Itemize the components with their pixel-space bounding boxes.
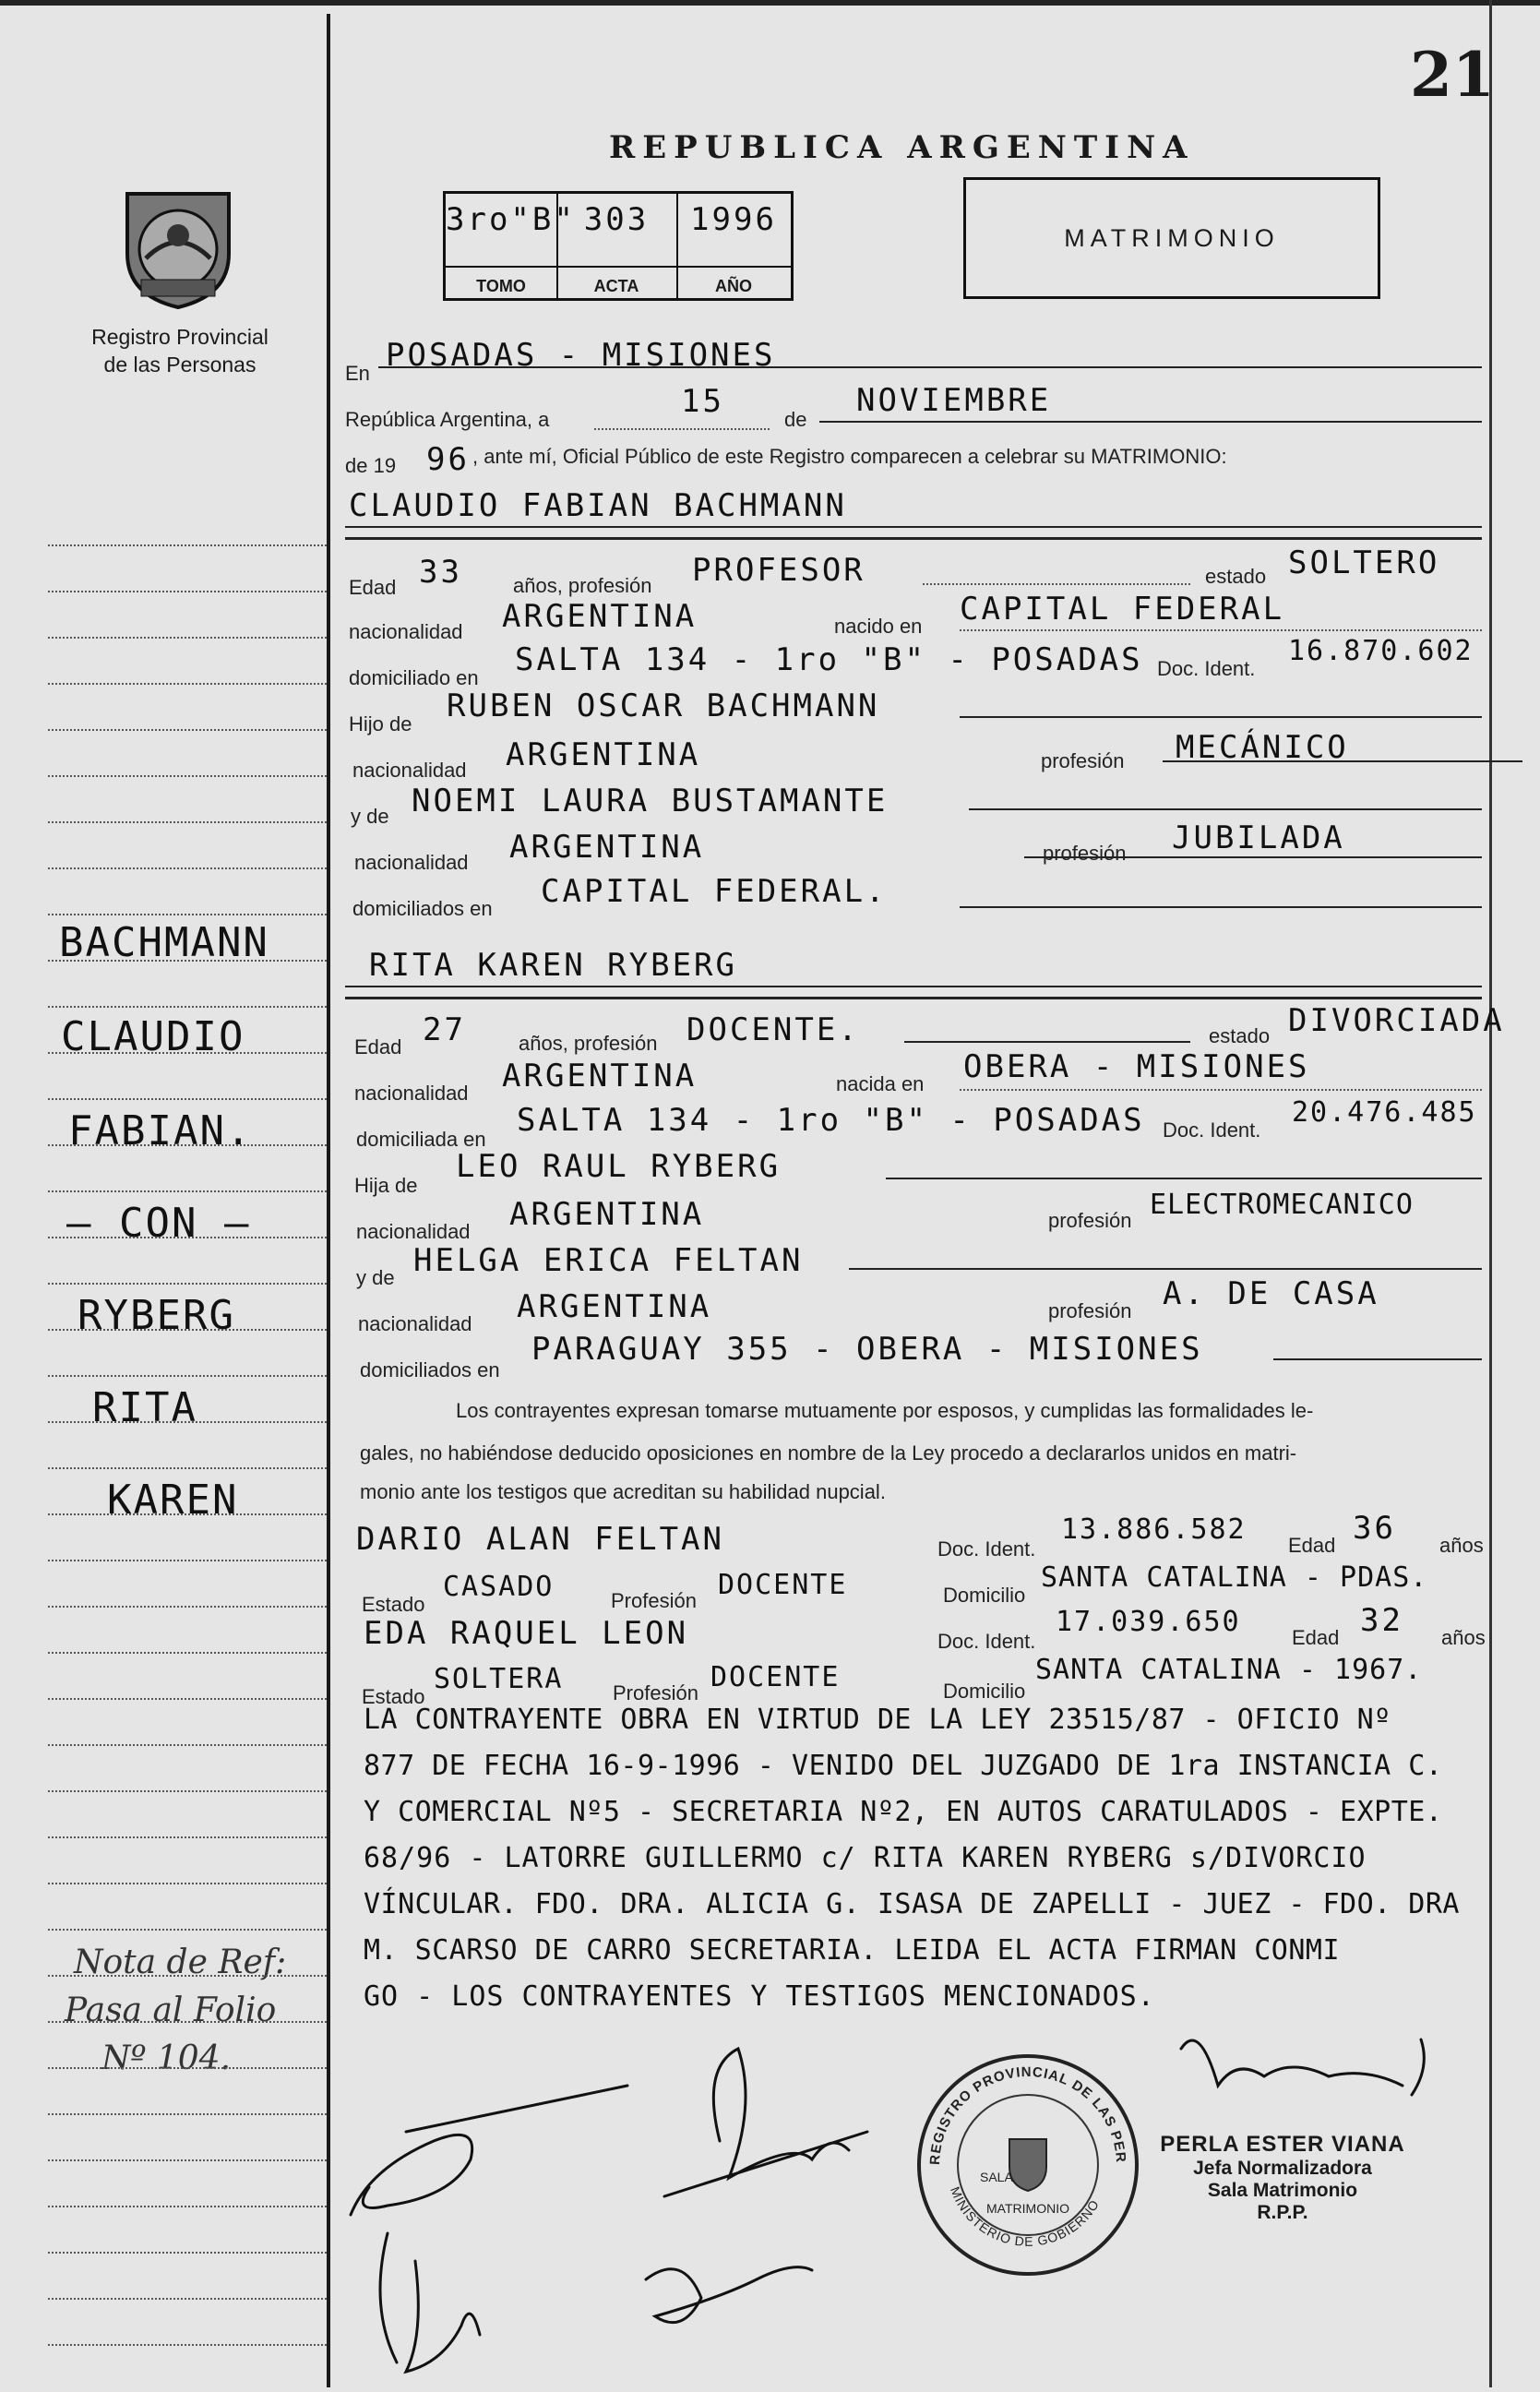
dots xyxy=(960,1089,1482,1091)
margin-ruled-line xyxy=(48,2159,327,2161)
label: profesión xyxy=(1048,1299,1132,1322)
act-type-box xyxy=(963,177,1380,299)
month: NOVIEMBRE xyxy=(856,382,1052,419)
label: años, profesión xyxy=(513,574,652,597)
witness-1-name: DARIO ALAN FELTAN xyxy=(356,1521,724,1558)
bride-estado: DIVORCIADA xyxy=(1288,1002,1505,1039)
note-line: 877 DE FECHA 16-9-1996 - VENIDO DEL JUZGADO DE 1ra INSTANCIA C. xyxy=(364,1750,1443,1782)
margin-ruled-line xyxy=(48,683,327,685)
margin-ruled-line xyxy=(48,1560,327,1561)
label: años xyxy=(1441,1626,1486,1649)
bride-father: LEO RAUL RYBERG xyxy=(456,1148,782,1185)
label: Domicilio xyxy=(943,1680,1026,1703)
place: POSADAS - MISIONES xyxy=(386,337,776,374)
note-line: LA CONTRAYENTE OBRA EN VIRTUD DE LA LEY 23515/87 - OFICIO Nº xyxy=(364,1704,1391,1736)
margin-ruled-line xyxy=(48,1836,327,1838)
margin-ruled-line xyxy=(48,1652,327,1654)
registry-line-2: de las Personas xyxy=(103,353,257,377)
margin-ruled-line xyxy=(48,1421,327,1423)
line xyxy=(904,1041,1190,1043)
label: profesión xyxy=(1043,842,1127,865)
margin-note-line: KAREN xyxy=(107,1477,239,1524)
label: Hija de xyxy=(354,1174,418,1197)
reference-box xyxy=(443,191,794,301)
tomo-label: TOMO xyxy=(476,277,526,295)
label: domiciliados en xyxy=(360,1358,500,1381)
year: 96 xyxy=(426,441,470,478)
registry-line-1: Registro Provincial xyxy=(91,325,269,349)
label: Doc. Ident. xyxy=(937,1537,1036,1561)
tomo-value: 3ro"B" xyxy=(446,201,576,238)
label: profesión xyxy=(1048,1209,1132,1232)
margin-note-line: FABIAN. xyxy=(68,1107,253,1154)
bride-name: RITA KAREN RYBERG xyxy=(369,947,737,984)
republica-label: República Argentina, a xyxy=(345,408,550,431)
line xyxy=(819,421,1482,423)
line xyxy=(886,1178,1482,1179)
label: profesión xyxy=(1041,749,1125,772)
witness-2-estado: SOLTERA xyxy=(434,1663,564,1695)
bride-father-nationality: ARGENTINA xyxy=(509,1196,705,1233)
label: nacionalidad xyxy=(354,1082,469,1105)
margin-ruled-line xyxy=(48,1052,327,1054)
label: domiciliados en xyxy=(352,897,493,920)
witness-1-age: 36 xyxy=(1353,1510,1396,1547)
margin-ruled-line xyxy=(48,1790,327,1792)
act-type: MATRIMONIO xyxy=(1064,223,1280,252)
groom-estado: SOLTERO xyxy=(1288,544,1440,581)
acta-value: 303 xyxy=(583,201,650,238)
label: Estado xyxy=(362,1685,425,1708)
line xyxy=(1273,1358,1482,1360)
witness-1-profession: DOCENTE xyxy=(718,1569,848,1601)
line xyxy=(960,716,1482,718)
groom-mother: NOEMI LAURA BUSTAMANTE xyxy=(412,783,889,819)
witness-1-doc: 13.886.582 xyxy=(1061,1513,1247,1546)
label: nacionalidad xyxy=(349,620,463,643)
note-line: 68/96 - LATORRE GUILLERMO c/ RITA KAREN RYBERG s/DIVORCIO xyxy=(364,1842,1367,1874)
bride-birthplace: OBERA - MISIONES xyxy=(963,1048,1310,1085)
ano-label: AÑO xyxy=(715,277,752,295)
groom-age: 33 xyxy=(419,554,462,591)
intro-sentence: , ante mí, Oficial Público de este Registro comparecen a celebrar su MATRIMONIO: xyxy=(472,445,1227,468)
margin-ruled-line xyxy=(48,1975,327,1977)
groom-father-nationality: ARGENTINA xyxy=(506,736,701,773)
dots xyxy=(923,583,1190,585)
year-label: de 19 xyxy=(345,454,397,477)
label: Edad xyxy=(349,576,397,599)
bride-parents-domicile: PARAGUAY 355 - OBERA - MISIONES xyxy=(531,1331,1203,1368)
label: estado xyxy=(1209,1024,1271,1047)
margin-ruled-line xyxy=(48,591,327,592)
groom-doc: 16.870.602 xyxy=(1288,635,1474,667)
label: Profesión xyxy=(611,1589,697,1612)
label: años xyxy=(1439,1534,1484,1557)
line xyxy=(849,1268,1482,1270)
margin-ruled-line xyxy=(48,1698,327,1700)
line xyxy=(345,986,1482,987)
bride-age: 27 xyxy=(423,1011,466,1048)
margin-ruled-line xyxy=(48,1283,327,1285)
ano-value: 1996 xyxy=(690,201,777,238)
margin-ruled-line xyxy=(48,1237,327,1238)
ref-note-line: Nota de Ref: xyxy=(74,1944,287,1981)
groom-mother-profession: JUBILADA xyxy=(1172,819,1345,856)
bride-domicile: SALTA 134 - 1ro "B" - POSADAS xyxy=(517,1102,1145,1139)
witness-1-domicile: SANTA CATALINA - PDAS. xyxy=(1041,1561,1428,1594)
bride-mother-profession: A. DE CASA xyxy=(1163,1275,1379,1312)
bride-mother-nationality: ARGENTINA xyxy=(517,1288,712,1325)
stamp-inner-text: MATRIMONIO xyxy=(986,2201,1069,2216)
stamp-left-text: SALA xyxy=(980,2170,1013,2184)
note-line: M. SCARSO DE CARRO SECRETARIA. LEIDA EL ACTA FIRMAN CONMI xyxy=(364,1934,1341,1967)
groom-parents-domicile: CAPITAL FEDERAL. xyxy=(541,873,888,910)
line xyxy=(1024,856,1482,858)
de-label: de xyxy=(784,408,807,431)
margin-ruled-line xyxy=(48,2067,327,2069)
margin-ruled-line xyxy=(48,729,327,731)
margin-ruled-line xyxy=(48,2113,327,2115)
tomo-cell xyxy=(446,194,576,298)
declaration-line-3: monio ante los testigos que acreditan su habilidad nupcial. xyxy=(360,1480,886,1503)
signature-groom xyxy=(351,2086,627,2215)
margin-ruled-line xyxy=(48,960,327,962)
stamp-ring-text: REGISTRO PROVINCIAL DE LAS PER xyxy=(926,2063,1129,2166)
label: Doc. Ident. xyxy=(1163,1118,1261,1142)
official-title: R.P.P. xyxy=(1257,2202,1308,2223)
signature-witness-1 xyxy=(664,2049,867,2196)
dots xyxy=(594,428,770,430)
page-title: REPUBLICA ARGENTINA xyxy=(609,129,1195,166)
label: y de xyxy=(356,1266,395,1289)
note-line: Y COMERCIAL Nº5 - SECRETARIA Nº2, EN AUTOS CARATULADOS - EXPTE. xyxy=(364,1796,1443,1828)
top-border xyxy=(0,0,1540,6)
label: Doc. Ident. xyxy=(1157,657,1256,680)
registry-name xyxy=(18,323,341,378)
official-name: PERLA ESTER VIANA xyxy=(1160,2132,1405,2157)
official-title: Jefa Normalizadora xyxy=(1193,2158,1372,2179)
witness-1-estado: CASADO xyxy=(443,1571,555,1603)
line xyxy=(378,366,1482,368)
margin-ruled-line xyxy=(48,637,327,639)
witness-2-profession: DOCENTE xyxy=(710,1661,841,1693)
margin-note-line: RITA xyxy=(92,1384,197,1431)
stamp-bottom-text: MINISTERIO DE GOBIERNO xyxy=(947,2184,1103,2249)
margin-note-line: CLAUDIO xyxy=(61,1013,245,1060)
line xyxy=(960,906,1482,908)
right-rule xyxy=(1489,0,1492,2387)
label: estado xyxy=(1205,565,1267,588)
day: 15 xyxy=(681,383,724,420)
margin-ruled-line xyxy=(48,914,327,915)
bride-nationality: ARGENTINA xyxy=(502,1058,698,1094)
signature-witness-2 xyxy=(646,2267,812,2323)
witness-2-doc: 17.039.650 xyxy=(1056,1606,1241,1638)
margin-ruled-line xyxy=(48,1190,327,1192)
margin-ruled-line xyxy=(48,2206,327,2207)
note-line: GO - LOS CONTRAYENTES Y TESTIGOS MENCIONADOS. xyxy=(364,1980,1155,2013)
line xyxy=(1163,760,1522,762)
label: Hijo de xyxy=(349,712,412,736)
label: domiciliado en xyxy=(349,666,479,689)
margin-note-line: BACHMANN xyxy=(59,919,269,966)
bride-doc: 20.476.485 xyxy=(1292,1096,1477,1129)
label: nacionalidad xyxy=(356,1220,471,1243)
line xyxy=(345,526,1482,528)
section-divider xyxy=(345,997,1482,999)
groom-profession: PROFESOR xyxy=(692,552,866,589)
margin-ruled-line xyxy=(48,1883,327,1884)
margin-ruled-line xyxy=(48,2298,327,2300)
label: nacionalidad xyxy=(354,851,469,874)
groom-mother-nationality: ARGENTINA xyxy=(509,829,705,866)
acta-cell xyxy=(556,194,678,298)
groom-birthplace: CAPITAL FEDERAL xyxy=(960,591,1285,628)
official-block xyxy=(1144,2132,1421,2224)
margin-ruled-line xyxy=(48,2021,327,2023)
declaration-line-2: gales, no habiéndose deducido oposiciones en nombre de la Ley procedo a declararlos unidos en matri- xyxy=(360,1441,1297,1465)
label: Doc. Ident. xyxy=(937,1630,1036,1653)
signature-bride xyxy=(380,2233,480,2372)
label: Domicilio xyxy=(943,1584,1026,1607)
acta-label: ACTA xyxy=(593,277,639,295)
margin-ruled-line xyxy=(48,1329,327,1331)
margin-note-line: — CON — xyxy=(66,1200,251,1247)
declaration-line-1: Los contrayentes expresan tomarse mutuamente por esposos, y cumplidas las formalidades le- xyxy=(456,1399,1314,1422)
section-divider xyxy=(345,537,1482,540)
bride-mother: HELGA ERICA FELTAN xyxy=(413,1242,804,1279)
margin-ruled-line xyxy=(48,1006,327,1008)
margin-ruled-line xyxy=(48,821,327,823)
label: Edad xyxy=(1292,1626,1340,1649)
groom-nationality: ARGENTINA xyxy=(502,598,698,635)
bride-father-profession: ELECTROMECANICO xyxy=(1150,1189,1414,1221)
witness-2-age: 32 xyxy=(1360,1602,1403,1639)
bride-profession: DOCENTE. xyxy=(686,1011,860,1048)
margin-ruled-line xyxy=(48,1098,327,1100)
groom-father: RUBEN OSCAR BACHMANN xyxy=(447,688,880,724)
ref-note-line: Nº 104. xyxy=(101,2039,232,2077)
margin-ruled-line xyxy=(48,867,327,869)
margin-ruled-line xyxy=(48,544,327,546)
crest-emblem xyxy=(118,180,238,309)
groom-father-profession: MECÁNICO xyxy=(1176,729,1349,766)
margin-note-line: RYBERG xyxy=(78,1292,235,1339)
note-line: VÍNCULAR. FDO. DRA. ALICIA G. ISASA DE ZAPELLI - JUEZ - FDO. DRA xyxy=(364,1888,1460,1920)
margin-ruled-line xyxy=(48,1929,327,1931)
margin-ruled-line xyxy=(48,1144,327,1146)
label: Edad xyxy=(1288,1534,1336,1557)
page-number: 21 xyxy=(1410,39,1495,111)
label: nacionalidad xyxy=(352,759,467,782)
official-title: Sala Matrimonio xyxy=(1207,2180,1358,2201)
ref-note-line: Pasa al Folio xyxy=(65,1991,277,2029)
margin-ruled-line xyxy=(48,1513,327,1515)
margin-ruled-line xyxy=(48,2344,327,2346)
label: y de xyxy=(351,805,389,828)
margin-ruled-line xyxy=(48,1606,327,1608)
signature-official xyxy=(1181,2039,1424,2095)
margin-ruled-line xyxy=(48,2252,327,2254)
ano-cell xyxy=(676,194,791,298)
label: domiciliada en xyxy=(356,1128,486,1151)
margin-ruled-line xyxy=(48,1467,327,1469)
witness-2-name: EDA RAQUEL LEON xyxy=(364,1615,689,1652)
label: Profesión xyxy=(613,1681,698,1704)
line xyxy=(969,808,1482,810)
margin-ruled-line xyxy=(48,775,327,777)
dots xyxy=(960,629,1482,631)
groom-name: CLAUDIO FABIAN BACHMANN xyxy=(349,487,847,524)
groom-domicile: SALTA 134 - 1ro "B" - POSADAS xyxy=(515,641,1143,678)
margin-ruled-line xyxy=(48,1744,327,1746)
label: Estado xyxy=(362,1593,425,1616)
label: nacionalidad xyxy=(358,1312,472,1335)
ref-box-divider xyxy=(446,266,791,268)
label: nacido en xyxy=(834,615,923,638)
margin-ruled-line xyxy=(48,1375,327,1377)
witness-2-domicile: SANTA CATALINA - 1967. xyxy=(1035,1654,1423,1686)
en-label: En xyxy=(345,362,370,385)
label: nacida en xyxy=(836,1072,925,1095)
label: años, profesión xyxy=(519,1032,658,1055)
label: Edad xyxy=(354,1035,402,1058)
